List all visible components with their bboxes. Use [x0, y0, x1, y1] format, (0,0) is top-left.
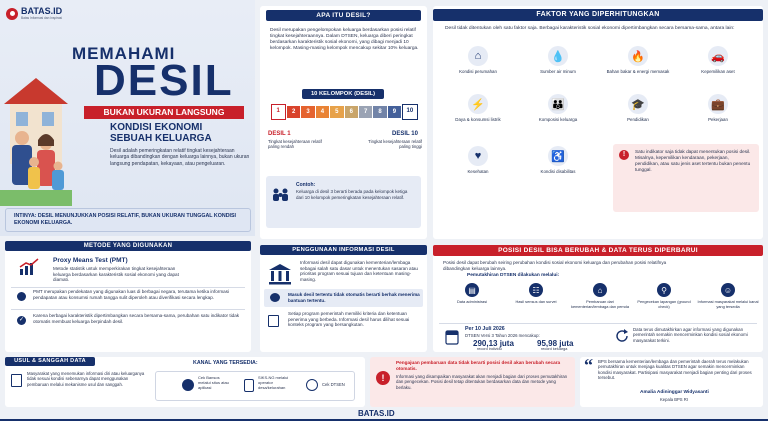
hero-panel	[0, 0, 255, 236]
survey-icon: ☷	[529, 283, 543, 297]
hero-title-2: DESIL	[94, 56, 234, 105]
wheelchair-icon: ♿	[548, 146, 568, 166]
update-date: Per 10 Juli 2026	[465, 326, 505, 332]
kanal-3[interactable]: Cek DTSEN	[322, 382, 345, 387]
individu-value: 290,13 juta	[473, 339, 514, 348]
data-note: Data terus dimutakhirkan agar informasi yang digunakan pemerintah semakin mencerminkan kondisi sosial ekonomi masyarakat terkini.	[633, 327, 748, 343]
desil-10-desc: Tingkat kesejahteraan relatif paling tinggi	[368, 139, 422, 150]
people-icon	[270, 293, 280, 302]
logo-name: BATAS.ID	[21, 6, 63, 16]
quote-mark-icon: “	[584, 355, 593, 375]
graduation-cap-icon: 🎓	[628, 94, 648, 114]
faktor-note-box	[613, 144, 759, 212]
faktor-item-9: Kesehatan	[467, 169, 489, 174]
faktor-item-10: Kondisi disabilitas	[540, 169, 576, 174]
house-icon: ⌂	[468, 46, 488, 66]
desil-10-label: DESIL 10	[392, 131, 418, 137]
desil-1-desc: Tingkat kesejahteraan relatif paling rendah	[268, 139, 322, 150]
keluarga-value: 95,98 juta	[537, 339, 574, 348]
community-icon: ☺	[721, 283, 735, 297]
flame-icon: 🔥	[628, 46, 648, 66]
hero-ribbon: BUKAN UKURAN LANGSUNG	[84, 106, 244, 119]
kanal-1[interactable]: Cek Bansos melalui situs atau aplikasi	[198, 375, 229, 390]
faktor-item-7: Pendidikan	[627, 117, 649, 122]
pemutakhiran-step-5: Informasi masyarakat melalui kanal yang tersedia	[697, 299, 759, 309]
apa-title: APA ITU DESIL?	[266, 10, 421, 21]
kanal-box	[155, 371, 355, 401]
logo-tagline: Batas Informasi dan Inspirasi	[21, 16, 63, 20]
search-icon	[182, 379, 194, 391]
scale-title: 10 KELOMPOK (DESIL)	[302, 89, 384, 99]
desil-cell-7: 7	[359, 106, 372, 118]
desil-cell-10: 10	[402, 104, 417, 120]
water-drop-icon: 💧	[548, 46, 568, 66]
kanal-title: KANAL YANG TERSEDIA:	[193, 360, 258, 366]
apa-panel	[260, 6, 427, 239]
usul-body: Masyarakat yang menemukan informasi diri atau keluarganya tidak sesuai kondisi sebenarnya dapat menggunakan pembaruan melalui mekanisme usul dan sanggah.	[27, 371, 145, 387]
footer	[0, 409, 768, 421]
warning-icon: !	[619, 150, 629, 160]
brand-logo[interactable]	[6, 7, 62, 20]
individu-label: record individu	[477, 347, 502, 351]
intinya-text: INTINYA: DESIL MENUNJUKKAN POSISI RELATIF, BUKAN UKURAN TUNGGAL KONDISI EKONOMI KELUARGA.	[14, 213, 236, 226]
pemutakhiran-title: Pemutakhiran DTSEN dilakukan melalui:	[467, 273, 560, 278]
penggunaan-panel	[260, 245, 427, 352]
metode-bullet-2: Karena berbagai karakteristik dipertimbangkan secara bersama-sama, perubahan satu indikator tidak otomatis membuat keluarga berpindah desil.	[33, 313, 240, 324]
pemutakhiran-step-1: Data administrasi	[456, 299, 488, 304]
desil-cell-5: 5	[330, 106, 343, 118]
check-icon: ✓	[18, 317, 25, 323]
chart-growth-icon	[19, 258, 39, 276]
search-field-icon: ⚲	[657, 283, 671, 297]
pengajuan-body: Informasi yang disampaikan masyarakat akan menjadi bagian dari proses pemutakhiran dan pengecekan. Posisi desil tetap ditentukan berdasarkan data dan metode yang berlaku.	[396, 374, 568, 390]
magnifier-icon	[306, 379, 318, 391]
faktor-item-4: Kepemilikan aset	[701, 69, 735, 74]
globe-icon	[17, 292, 26, 301]
faktor-intro: Desil tidak ditentukan oleh satu faktor saja. Berbagai karakteristik sosial ekonomi dipertimbangkan secara bersama-sama, antara lain:	[445, 26, 735, 31]
family-icon	[272, 188, 290, 202]
kanal-2[interactable]: SIKS-NG melalui operator desa/kelurahan	[258, 375, 289, 390]
pemutakhiran-step-3: Pembaruan dari kementerian/lembaga dan pemda	[571, 299, 629, 309]
pemutakhiran-step-2: Hasil sensus dan survei	[515, 299, 557, 304]
faktor-note: Satu indikator saja tidak dapat menentukan posisi desil. Misalnya, kepemilikan kendaraan, pekerjaan, pendidikan, atau satu jenis aset tertentu bukan penentu tunggal.	[635, 149, 751, 172]
contoh-box	[266, 176, 421, 228]
faktor-item-1: Kondisi perumahan	[459, 69, 497, 74]
hero-sub-1: KONDISI EKONOMI	[110, 122, 203, 133]
clipboard-icon	[268, 315, 279, 327]
dtsen-version: DTSEN Versi 3 Tahun 2026 mencakup:	[465, 333, 540, 338]
intinya-box	[5, 208, 251, 232]
metode-panel	[5, 241, 251, 352]
pmt-desc: Metode statistik untuk memperkirakan tingkat kesejahteraan keluarga berdasarkan karakteristik sosial ekonomi yang dapat diamati.	[53, 266, 179, 283]
institution-icon: ⌂	[593, 283, 607, 297]
posisi-title: POSISI DESIL BISA BERUBAH & DATA TERUS DIPERBARUI	[433, 245, 763, 256]
briefcase-icon: 💼	[708, 94, 728, 114]
quote-name: Amalia Adininggar Widyasanti	[640, 390, 709, 395]
phone-icon	[244, 379, 254, 392]
quote-text: BPS bersama kementerian/lembaga dan pemerintah daerah terus melakukan pemutakhiran untuk menjaga kualitas DTSEN agar semakin mencerminkan kondisi masyarakat. Partisipasi masyarakat menjadi bagian penting dari proses tersebut.	[598, 359, 752, 380]
faktor-panel	[433, 6, 763, 239]
refresh-icon	[615, 329, 629, 343]
alert-icon: !	[376, 371, 390, 385]
usul-panel	[5, 357, 365, 407]
posisi-panel	[433, 245, 763, 352]
contoh-title: Contoh:	[296, 182, 316, 188]
desil-cell-8: 8	[373, 106, 386, 118]
faktor-item-3: Bahan bakar & energi memasak	[606, 69, 670, 74]
desil-cell-4: 4	[316, 106, 329, 118]
logo-icon	[6, 8, 18, 20]
quote-panel	[580, 357, 763, 407]
footer-logo[interactable]: BATAS.ID	[358, 409, 395, 418]
quote-role: Kepala BPS RI	[660, 397, 688, 402]
desil-cell-3: 3	[301, 106, 314, 118]
pmt-title: Proxy Means Test (PMT)	[53, 257, 128, 264]
faktor-item-2: Sumber air minum	[540, 69, 576, 74]
penggunaan-body: Informasi desil dapat digunakan kementerian/lembaga sebagai salah satu dasar untuk menentukan sasaran atau prioritas program sesuai tujuan dan ketentuan masing-masing.	[300, 260, 418, 282]
hero-sub-2: SEBUAH KELUARGA	[110, 133, 212, 144]
people-icon: 👪	[548, 94, 568, 114]
database-icon: ▤	[465, 283, 479, 297]
penggunaan-title: PENGGUNAAN INFORMASI DESIL	[260, 245, 427, 255]
faktor-item-6: Komposisi keluarga	[538, 117, 578, 122]
heart-pulse-icon: ♥	[468, 146, 488, 166]
desil-1-label: DESIL 1	[268, 131, 291, 137]
faktor-title: FAKTOR YANG DIPERHITUNGKAN	[433, 9, 763, 21]
pengajuan-title: Pengajuan pembaruan data tidak berarti posisi desil akan berubah secara otomatis.	[396, 360, 561, 371]
lightning-icon: ⚡	[468, 94, 488, 114]
hero-title-1: MEMAHAMI	[72, 44, 176, 63]
desil-cell-6: 6	[345, 106, 358, 118]
pemutakhiran-step-4: Pengecekan lapangan (ground check)	[637, 299, 691, 309]
family-house-illustration	[0, 66, 72, 206]
contoh-text: Keluarga di desil 3 berarti berada pada kelompok ketiga dari 10 kelompok pemeringkatan kesejahteraan relatif.	[296, 189, 408, 200]
desil-cell-1: 1	[271, 104, 286, 120]
keluarga-label: record keluarga	[541, 347, 568, 351]
penggunaan-note-1: Masuk desil tertentu tidak otomatis berarti berhak menerima bantuan tertentu.	[288, 292, 420, 303]
usul-title: USUL & SANGGAH DATA	[5, 357, 95, 366]
metode-title: METODE YANG DIGUNAKAN	[5, 241, 251, 251]
document-icon	[11, 374, 22, 387]
posisi-intro: Posisi desil dapat berubah seiring perubahan kondisi sosial ekonomi keluarga dan perubahan posisi relatifnya dibandingkan keluarga lainnya.	[443, 260, 667, 271]
penggunaan-note-2: Setiap program pemerintah memiliki kriteria dan ketentuan penerima yang berbeda. Informasi desil harus dilihat sesuai konteks program yang bersangkutan.	[288, 311, 410, 328]
government-building-icon	[268, 263, 292, 285]
calendar-icon	[445, 329, 459, 345]
car-icon: 🚗	[708, 46, 728, 66]
desil-scale	[270, 104, 418, 120]
hero-desc: Desil adalah pemeringkatan relatif tingkat kesejahteraan keluarga dibandingkan dengan keluarga lainnya, bukan ukuran langsung pendapatan, kekayaan, atau pengeluaran.	[110, 148, 250, 167]
apa-body: Desil merupakan pengelompokan keluarga berdasarkan posisi relatif tingkat kesejahteraannya. Dalam DTSEN, keluarga diberi peringkat berdasarkan karakteristik sosial ekonomi, yang dibagi menjadi 10 kelompok. Masing-masing kelompok mencakup sekitar 10% keluarga.	[270, 28, 419, 51]
pengajuan-panel	[370, 357, 575, 407]
metode-bullet-1: PMT merupakan pendekatan yang digunakan luas di berbagai negara, terutama ketika informasi pendapatan atau konsumsi rumah tangga sulit diperoleh atau diverifikasi secara lengkap.	[33, 289, 230, 300]
faktor-item-8: Pekerjaan	[708, 117, 728, 122]
faktor-item-5: Daya & konsumsi listrik	[455, 117, 501, 122]
desil-cell-2: 2	[287, 106, 300, 118]
desil-cell-9: 9	[388, 106, 401, 118]
penggunaan-note-1-box	[264, 289, 423, 307]
